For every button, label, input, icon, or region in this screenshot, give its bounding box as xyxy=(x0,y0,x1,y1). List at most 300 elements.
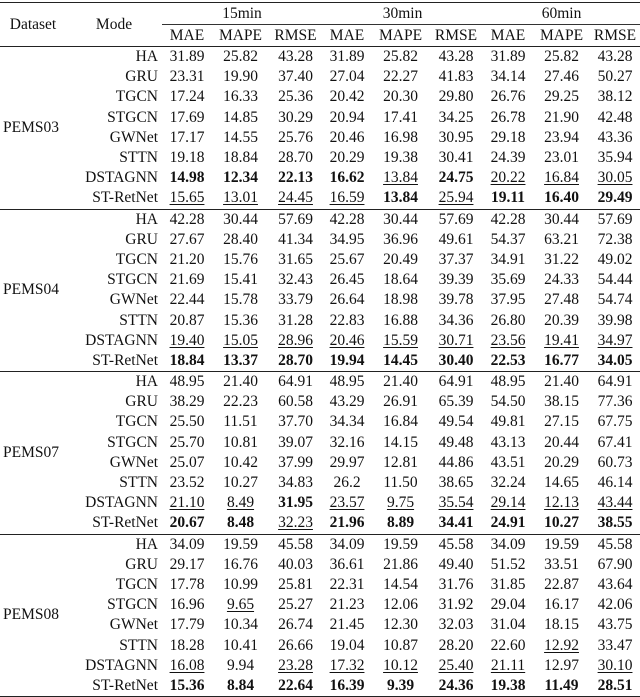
value-cell: 43.28 xyxy=(438,48,474,66)
header-metric-rmse: RMSE xyxy=(269,25,322,47)
table-cell xyxy=(322,473,372,493)
table-cell xyxy=(590,575,640,595)
table-row xyxy=(0,555,640,575)
value-cell: 27.15 xyxy=(544,413,579,431)
table-cell xyxy=(212,555,269,575)
table-cell xyxy=(322,270,372,290)
value-cell: 26.76 xyxy=(490,88,526,106)
value-cell: 48.95 xyxy=(329,373,365,391)
table-cell xyxy=(322,635,372,655)
table-cell xyxy=(483,87,533,107)
value-cell: 14.15 xyxy=(383,433,418,451)
value-cell: 23.01 xyxy=(544,149,579,167)
value-cell: 21.45 xyxy=(329,616,365,634)
value-cell: 14.45 xyxy=(383,351,418,369)
table-cell xyxy=(162,493,212,513)
value-cell: 8.89 xyxy=(386,514,415,532)
value-cell: 23.94 xyxy=(544,128,579,146)
value-cell: 20.67 xyxy=(169,514,205,532)
table-cell xyxy=(372,473,429,493)
table-cell xyxy=(590,433,640,453)
table-cell xyxy=(533,250,590,270)
header-metric-mape: MAPE xyxy=(372,25,429,47)
table-cell xyxy=(483,209,533,230)
value-cell: 49.54 xyxy=(438,413,474,431)
value-cell: 25.82 xyxy=(223,48,258,66)
value-cell: 22.31 xyxy=(329,575,365,593)
table-cell xyxy=(269,290,322,310)
value-cell: 24.36 xyxy=(438,676,474,694)
value-cell: 16.17 xyxy=(544,596,579,614)
mode-cell: STTN xyxy=(119,636,158,654)
table-cell xyxy=(162,656,212,676)
table-cell xyxy=(483,676,533,697)
table-row xyxy=(0,230,640,250)
table-cell xyxy=(429,148,483,168)
value-cell: 13.37 xyxy=(223,351,258,369)
value-cell: 20.94 xyxy=(329,108,365,126)
table-cell xyxy=(590,67,640,87)
table-cell xyxy=(212,513,269,534)
value-cell: 17.41 xyxy=(383,108,418,126)
value-cell: 25.94 xyxy=(438,189,474,207)
table-cell xyxy=(269,575,322,595)
value-cell: 12.92 xyxy=(544,636,579,654)
table-cell xyxy=(212,473,269,493)
value-cell: 50.27 xyxy=(597,68,633,86)
table-row xyxy=(0,108,640,128)
mode-cell: ST-RetNet xyxy=(66,351,162,372)
mode-cell: DSTAGNN xyxy=(85,494,158,512)
table-cell xyxy=(322,676,372,697)
table-cell xyxy=(212,310,269,330)
value-cell: 43.29 xyxy=(329,393,365,411)
table-cell xyxy=(429,555,483,575)
value-cell: 26.64 xyxy=(329,291,365,309)
table-cell xyxy=(372,250,429,270)
table-row xyxy=(0,615,640,635)
table-cell xyxy=(533,575,590,595)
table-cell xyxy=(590,168,640,188)
table-cell xyxy=(269,372,322,393)
value-cell: 41.83 xyxy=(438,68,474,86)
value-cell: 31.76 xyxy=(438,575,474,593)
value-cell: 32.16 xyxy=(329,433,365,451)
table-cell xyxy=(212,108,269,128)
table-cell xyxy=(322,372,372,393)
mode-cell: GRU xyxy=(125,555,158,573)
value-cell: 29.18 xyxy=(490,128,526,146)
table-cell xyxy=(162,331,212,351)
table-cell xyxy=(590,250,640,270)
value-cell: 49.48 xyxy=(438,433,474,451)
value-cell: 35.69 xyxy=(490,271,526,289)
table-cell xyxy=(483,372,533,393)
value-cell: 18.15 xyxy=(544,616,579,634)
mode-cell: STGCN xyxy=(107,271,158,289)
value-cell: 15.05 xyxy=(223,331,258,349)
table-cell xyxy=(372,331,429,351)
value-cell: 17.79 xyxy=(169,616,205,634)
value-cell: 12.97 xyxy=(544,656,579,674)
table-cell xyxy=(372,412,429,432)
table-cell xyxy=(212,148,269,168)
table-row xyxy=(0,392,640,412)
value-cell: 36.96 xyxy=(383,230,418,248)
table-cell xyxy=(590,230,640,250)
table-cell xyxy=(372,168,429,188)
table-cell xyxy=(429,108,483,128)
table-cell xyxy=(162,230,212,250)
table-cell xyxy=(429,392,483,412)
table-row xyxy=(0,168,640,188)
table-cell xyxy=(372,67,429,87)
table-cell xyxy=(212,270,269,290)
value-cell: 49.61 xyxy=(438,230,474,248)
table-cell xyxy=(322,108,372,128)
table-cell xyxy=(429,575,483,595)
table-cell xyxy=(322,209,372,230)
table-row xyxy=(0,676,640,697)
value-cell: 34.09 xyxy=(329,535,365,553)
table-cell xyxy=(483,656,533,676)
value-cell: 28.40 xyxy=(223,230,258,248)
table-cell xyxy=(269,168,322,188)
value-cell: 34.95 xyxy=(329,230,365,248)
table-cell xyxy=(162,555,212,575)
mode-cell: STGCN xyxy=(107,596,158,614)
table-cell xyxy=(162,676,212,697)
value-cell: 20.29 xyxy=(329,149,365,167)
mode-cell: STTN xyxy=(119,311,158,329)
value-cell: 15.36 xyxy=(223,311,258,329)
value-cell: 12.81 xyxy=(383,453,418,471)
table-cell xyxy=(162,615,212,635)
table-cell xyxy=(372,188,429,209)
table-cell xyxy=(483,351,533,372)
table-cell xyxy=(533,47,590,68)
table-row xyxy=(0,250,640,270)
value-cell: 43.64 xyxy=(597,575,633,593)
table-cell xyxy=(533,67,590,87)
value-cell: 38.55 xyxy=(597,514,633,532)
table-cell xyxy=(429,250,483,270)
mode-cell: ST-RetNet xyxy=(66,676,162,697)
table-cell xyxy=(533,108,590,128)
table-cell xyxy=(322,148,372,168)
dataset-cell: PEMS07 xyxy=(0,372,66,535)
table-cell xyxy=(162,433,212,453)
value-cell: 64.91 xyxy=(438,373,474,391)
table-cell xyxy=(483,493,533,513)
value-cell: 9.65 xyxy=(226,596,255,614)
value-cell: 22.83 xyxy=(329,311,365,329)
table-cell xyxy=(533,331,590,351)
value-cell: 29.25 xyxy=(544,88,579,106)
value-cell: 20.30 xyxy=(383,88,418,106)
value-cell: 22.27 xyxy=(383,68,418,86)
table-cell xyxy=(372,534,429,555)
mode-cell: GRU xyxy=(125,393,158,411)
value-cell: 45.58 xyxy=(278,535,313,553)
table-cell xyxy=(212,372,269,393)
value-cell: 27.04 xyxy=(329,68,365,86)
value-cell: 25.76 xyxy=(278,128,313,146)
dataset-cell: PEMS08 xyxy=(0,534,66,697)
value-cell: 21.40 xyxy=(223,373,258,391)
table-cell xyxy=(483,575,533,595)
value-cell: 31.92 xyxy=(438,596,474,614)
value-cell: 26.74 xyxy=(278,616,313,634)
value-cell: 34.05 xyxy=(597,351,633,369)
value-cell: 24.75 xyxy=(438,169,474,187)
table-cell xyxy=(372,575,429,595)
table-cell xyxy=(212,67,269,87)
value-cell: 14.65 xyxy=(544,474,579,492)
value-cell: 11.49 xyxy=(544,676,579,694)
table-cell xyxy=(269,473,322,493)
value-cell: 28.51 xyxy=(597,676,633,694)
value-cell: 15.65 xyxy=(169,189,205,207)
value-cell: 38.12 xyxy=(597,88,633,106)
value-cell: 26.91 xyxy=(383,393,418,411)
table-cell xyxy=(322,534,372,555)
header-metric-mae: MAE xyxy=(322,25,372,47)
table-cell xyxy=(322,67,372,87)
value-cell: 39.39 xyxy=(438,271,474,289)
mode-cell: DSTAGNN xyxy=(85,169,158,187)
value-cell: 19.59 xyxy=(383,535,418,553)
value-cell: 23.28 xyxy=(278,656,313,674)
value-cell: 21.86 xyxy=(383,555,418,573)
value-cell: 18.84 xyxy=(169,351,205,369)
value-cell: 30.41 xyxy=(438,149,474,167)
value-cell: 32.24 xyxy=(490,474,526,492)
value-cell: 17.69 xyxy=(169,108,205,126)
value-cell: 37.37 xyxy=(438,250,474,268)
header-mode: Mode xyxy=(66,3,162,47)
table-cell xyxy=(590,555,640,575)
table-cell xyxy=(372,372,429,393)
value-cell: 29.17 xyxy=(169,555,205,573)
value-cell: 54.50 xyxy=(490,393,526,411)
value-cell: 41.34 xyxy=(278,230,313,248)
table-cell xyxy=(590,493,640,513)
table-cell xyxy=(429,513,483,534)
value-cell: 24.39 xyxy=(490,149,526,167)
table-cell xyxy=(322,230,372,250)
table-cell xyxy=(590,473,640,493)
value-cell: 13.01 xyxy=(223,189,258,207)
table-cell xyxy=(269,392,322,412)
value-cell: 19.59 xyxy=(544,535,579,553)
value-cell: 23.52 xyxy=(169,474,205,492)
value-cell: 26.78 xyxy=(490,108,526,126)
value-cell: 21.96 xyxy=(329,514,365,532)
value-cell: 9.75 xyxy=(386,494,415,512)
value-cell: 25.82 xyxy=(544,48,579,66)
table-cell xyxy=(590,148,640,168)
value-cell: 20.44 xyxy=(544,433,579,451)
table-cell xyxy=(162,209,212,230)
value-cell: 27.67 xyxy=(169,230,205,248)
value-cell: 17.32 xyxy=(329,656,365,674)
value-cell: 48.95 xyxy=(169,373,205,391)
table-cell xyxy=(372,270,429,290)
table-cell xyxy=(212,453,269,473)
value-cell: 25.70 xyxy=(169,433,205,451)
mode-cell: GWNet xyxy=(109,128,158,146)
header-metric-rmse: RMSE xyxy=(429,25,483,47)
value-cell: 17.17 xyxy=(169,128,205,146)
table-cell xyxy=(372,108,429,128)
table-row xyxy=(0,493,640,513)
table-cell xyxy=(533,493,590,513)
table-cell xyxy=(533,473,590,493)
value-cell: 10.87 xyxy=(383,636,418,654)
table-cell xyxy=(590,270,640,290)
value-cell: 22.44 xyxy=(169,291,205,309)
value-cell: 16.84 xyxy=(383,413,418,431)
table-row xyxy=(0,513,640,534)
table-cell xyxy=(322,615,372,635)
table-cell xyxy=(590,47,640,68)
table-cell xyxy=(483,534,533,555)
table-cell xyxy=(533,433,590,453)
value-cell: 34.41 xyxy=(438,514,474,532)
table-cell xyxy=(212,412,269,432)
value-cell: 20.39 xyxy=(544,311,579,329)
value-cell: 12.06 xyxy=(383,596,418,614)
table-cell xyxy=(429,676,483,697)
value-cell: 30.44 xyxy=(544,210,579,228)
table-cell xyxy=(429,290,483,310)
table-cell xyxy=(533,513,590,534)
table-cell xyxy=(533,534,590,555)
value-cell: 25.36 xyxy=(278,88,313,106)
table-row xyxy=(0,47,640,68)
mode-cell: STTN xyxy=(119,149,158,167)
table-cell xyxy=(269,534,322,555)
table-cell xyxy=(162,168,212,188)
table-cell xyxy=(429,473,483,493)
value-cell: 30.10 xyxy=(597,656,633,674)
results-table xyxy=(0,2,640,697)
table-cell xyxy=(533,168,590,188)
value-cell: 20.22 xyxy=(490,169,526,187)
value-cell: 30.44 xyxy=(383,210,418,228)
value-cell: 54.44 xyxy=(597,271,633,289)
value-cell: 20.49 xyxy=(383,250,418,268)
header-metric-mape: MAPE xyxy=(212,25,269,47)
table-cell xyxy=(322,453,372,473)
value-cell: 31.89 xyxy=(329,48,365,66)
value-cell: 49.02 xyxy=(597,250,633,268)
header-horizon-30: 30min xyxy=(322,3,483,25)
mode-cell: STTN xyxy=(119,474,158,492)
table-cell xyxy=(483,412,533,432)
value-cell: 34.14 xyxy=(490,68,526,86)
table-cell xyxy=(162,47,212,68)
value-cell: 44.86 xyxy=(438,453,474,471)
table-cell xyxy=(269,270,322,290)
table-row xyxy=(0,595,640,615)
table-cell xyxy=(483,513,533,534)
table-cell xyxy=(590,412,640,432)
table-cell xyxy=(590,372,640,393)
value-cell: 10.42 xyxy=(223,453,258,471)
value-cell: 16.77 xyxy=(544,351,579,369)
table-cell xyxy=(429,47,483,68)
value-cell: 77.36 xyxy=(597,393,633,411)
table-cell xyxy=(322,392,372,412)
table-cell xyxy=(162,595,212,615)
table-cell xyxy=(269,433,322,453)
table-cell xyxy=(162,635,212,655)
value-cell: 19.18 xyxy=(169,149,205,167)
value-cell: 31.95 xyxy=(278,494,313,512)
value-cell: 32.03 xyxy=(438,616,474,634)
value-cell: 42.48 xyxy=(597,108,633,126)
value-cell: 57.69 xyxy=(438,210,474,228)
table-cell xyxy=(269,513,322,534)
value-cell: 30.40 xyxy=(438,351,474,369)
table-cell xyxy=(162,188,212,209)
value-cell: 21.23 xyxy=(329,596,365,614)
value-cell: 20.46 xyxy=(329,331,365,349)
table-cell xyxy=(269,148,322,168)
value-cell: 39.78 xyxy=(438,291,474,309)
value-cell: 25.81 xyxy=(278,575,313,593)
table-cell xyxy=(372,433,429,453)
value-cell: 34.36 xyxy=(438,311,474,329)
table-row xyxy=(0,209,640,230)
mode-cell: HA xyxy=(135,373,158,391)
table-cell xyxy=(483,250,533,270)
value-cell: 38.29 xyxy=(169,393,205,411)
table-row xyxy=(0,453,640,473)
table-cell xyxy=(483,148,533,168)
table-cell xyxy=(212,87,269,107)
header-dataset: Dataset xyxy=(0,3,66,47)
table-cell xyxy=(590,676,640,697)
mode-cell: TGCN xyxy=(115,413,158,431)
table-cell xyxy=(429,351,483,372)
table-cell xyxy=(533,453,590,473)
value-cell: 35.54 xyxy=(438,494,474,512)
value-cell: 29.04 xyxy=(490,596,526,614)
value-cell: 24.33 xyxy=(544,271,579,289)
table-cell xyxy=(429,331,483,351)
value-cell: 21.20 xyxy=(169,250,205,268)
table-cell xyxy=(483,67,533,87)
table-cell xyxy=(212,168,269,188)
value-cell: 43.13 xyxy=(490,433,526,451)
value-cell: 60.73 xyxy=(597,453,633,471)
table-cell xyxy=(269,493,322,513)
value-cell: 49.81 xyxy=(490,413,526,431)
table-row xyxy=(0,148,640,168)
mode-cell: TGCN xyxy=(115,250,158,268)
dataset-cell: PEMS04 xyxy=(0,209,66,372)
value-cell: 14.55 xyxy=(223,128,258,146)
value-cell: 45.58 xyxy=(438,535,474,553)
value-cell: 34.97 xyxy=(597,331,633,349)
table-cell xyxy=(162,534,212,555)
table-cell xyxy=(533,372,590,393)
value-cell: 28.96 xyxy=(278,331,313,349)
table-cell xyxy=(269,351,322,372)
